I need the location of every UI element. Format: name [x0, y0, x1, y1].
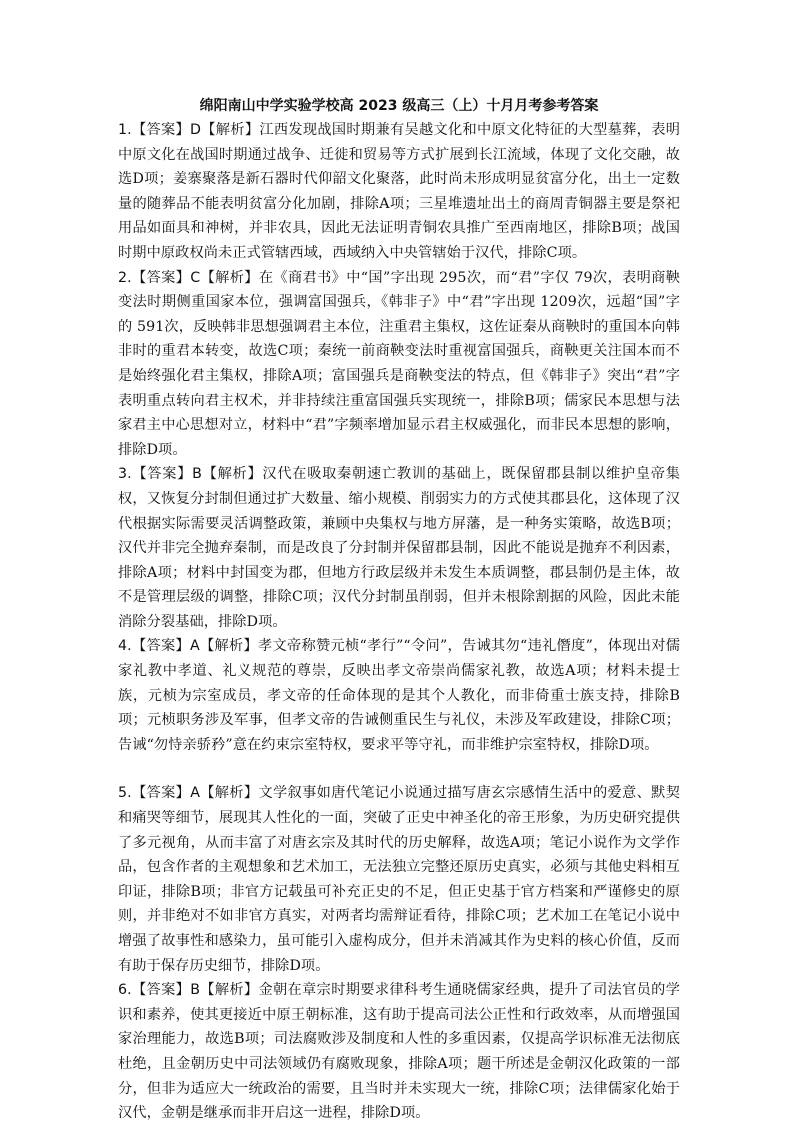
- analysis-label: 【解析】: [200, 785, 259, 802]
- page-title: 绵阳南山中学实验学校高 2023 级高三（上）十月月考参考答案: [199, 98, 599, 114]
- item-number: 6.: [118, 982, 132, 999]
- answer-choice: C: [190, 269, 201, 286]
- analysis-label: 【解析】: [202, 466, 263, 483]
- answer-label: 【答案】: [131, 785, 191, 802]
- answer-sheet: [118, 96, 680, 1126]
- analysis-text: 江西发现战国时期兼有吴越文化和中原文化特征的大型墓葬，表明中原文化在战国时期通过战争、迁徙和贸易等方式扩展到长江流域，体现了文化交融，故选D项；姜寨聚落是新石器时代仰韶文化聚落，此时尚未形成明显贫富分化，出土一定数量的随葬品不能表明贫富分化加剧，排除A项；三星堆遗址出土的商周青铜器主要是祭祀用品如面具和神树，并非农具，因此无法证明青铜农具推广至西南地区，排除B项；战国时期中原政权尚未正式管辖西域，西域纳入中央管辖始于汉代，排除C项。: [118, 122, 680, 261]
- answer-choice: B: [192, 466, 202, 483]
- answer-label: 【答案】: [131, 982, 191, 999]
- analysis-label: 【解析】: [200, 982, 259, 999]
- answer-choice: D: [190, 122, 202, 138]
- answer-item-5: [118, 781, 680, 978]
- item-number: 1.: [118, 122, 132, 138]
- analysis-label: 【解析】: [201, 122, 260, 138]
- answer-item-4: [118, 634, 680, 757]
- answer-item-1: [118, 118, 680, 266]
- item-number: 5.: [118, 785, 132, 802]
- answer-choice: B: [190, 982, 201, 999]
- analysis-text: 孝文帝称赞元桢“孝行”“令问”，告诫其勿“违礼僭度”，体现出对儒家礼教中孝道、礼义规范的尊崇，反映出孝文帝崇尚儒家礼教，故选A项；材料未提士族，元桢为宗室成员，孝文帝的任命体现的是其个人教化，而非倚重士族支持，排除B项；元桢职务涉及军事，但孝文帝的告诫侧重民生与礼仪，未涉及军政建设，排除C项；告诫“勿恃亲骄矜”意在约束宗室特权，要求平等守礼，而非维护宗室特权，排除D项。: [118, 638, 680, 753]
- analysis-text: 汉代在吸取秦朝速亡教训的基础上，既保留郡县制以维护皇帝集权，又恢复分封制但通过扩大数量、缩小规模、削弱实力的方式使其郡县化，这体现了汉代根据实际需要灵活调整政策，兼顾中央集权与地方屏藩，是一种务实策略，故选B项；汉代并非完全抛弃秦制，而是改良了分封制并保留郡县制，因此不能说是抛弃不利因素，排除A项；材料中封国变为郡，但地方行政层级并未发生本质调整，郡县制仍是主体，故不是管理层级的调整，排除C项；汉代分封制虽削弱，但并未根除割据的风险，因此未能消除分裂基础，排除D项。: [118, 466, 680, 630]
- answer-item-3: [118, 462, 680, 634]
- answer-label: 【答案】: [131, 466, 193, 483]
- answer-choice: A: [190, 785, 200, 802]
- item-number: 3.: [118, 466, 132, 483]
- answer-item-6: [118, 978, 680, 1126]
- answer-label: 【答案】: [131, 122, 191, 138]
- analysis-text: 金朝在章宗时期要求律科考生通晓儒家经典，提升了司法官员的学识和素养，使其更接近中原王朝标准，这有助于提高司法公正性和行政效率，从而增强国家治理能力，故选B项；司法腐败涉及制度和人性的多重因素，仅提高学识标准无法彻底杜绝，且金朝历史中司法领域仍有腐败现象，排除A项；题干所述是金朝汉化政策的一部分，但非为适应大一统政治的需要，且当时并未实现大一统，排除C项；法律儒家化始于汉代，金朝是继承而非开启这一进程，排除D项。: [118, 982, 680, 1122]
- analysis-text: 文学叙事如唐代笔记小说通过描写唐玄宗感情生活中的爱意、默契和痛哭等细节，展现其人性化的一面，突破了正史中神圣化的帝王形象，为历史研究提供了多元视角，从而丰富了对唐玄宗及其时代的历史解释，故选A项；笔记小说作为文学作品，包含作者的主观想象和艺术加工，无法独立完整还原历史真实，必须与其他史料相互印证，排除B项；非官方记载虽可补充正史的不足，但正史基于官方档案和严谨修史的原则，并非绝对不如非官方真实，对两者均需辩证看待，排除C项；艺术加工在笔记小说中增强了故事性和感染力，虽可能引入虚构成分，但并未消减其作为史料的核心价值，反而有助于保存历史细节，排除D项。: [118, 785, 680, 974]
- answer-item-2: [118, 266, 680, 463]
- analysis-text: 在《商君书》中“国”字出现 295次，而“君”字仅 79次，表明商鞅变法时期侧重国家本位，强调富国强兵，《韩非子》中“君”字出现 1209次，远超“国”字的 591次，反映韩非思想强调君主本位，注重君主集权，这佐证秦从商鞅时的重国本向韩非时的重君本转变，故选C项；秦统一前商鞅变法时重视富国强兵，商鞅更关注国本而不是始终强化君主集权，排除A项；富国强兵是商鞅变法的特点，但《韩非子》突出“君”字表明重点转向君主权术，并非持续注重富国强兵实现统一，排除B项；儒家民本思想与法家君主中心思想对立，材料中“君”字频率增加显示君主权威强化，而非民本思想的影响，排除D项。: [118, 269, 680, 458]
- analysis-label: 【解析】: [199, 638, 258, 655]
- item-number: 2.: [118, 269, 132, 286]
- answer-label: 【答案】: [131, 269, 191, 286]
- answer-choice: A: [189, 638, 200, 655]
- analysis-label: 【解析】: [200, 269, 259, 286]
- item-number: 4.: [118, 638, 132, 655]
- answer-label: 【答案】: [131, 638, 190, 655]
